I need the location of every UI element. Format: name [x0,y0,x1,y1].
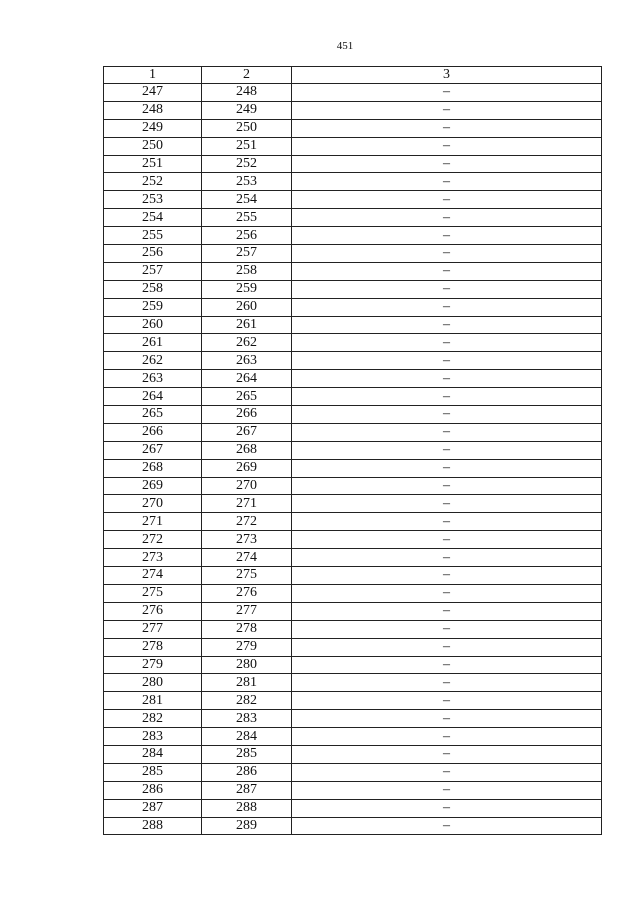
table-cell-col-3: – [292,280,602,298]
table-cell-col-3: – [292,781,602,799]
table-cell-col-2: 288 [202,799,292,817]
table-cell-col-3: – [292,567,602,585]
table-cell-col-1: 256 [104,245,202,263]
table-cell-col-2: 283 [202,710,292,728]
table-cell-col-1: 279 [104,656,202,674]
table-cell-col-3: – [292,620,602,638]
table-cell-col-2: 273 [202,531,292,549]
table-cell-col-1: 259 [104,298,202,316]
table-cell-col-2: 282 [202,692,292,710]
table-cell-col-2: 266 [202,406,292,424]
table-cell-col-1: 258 [104,280,202,298]
table-cell-col-1: 250 [104,137,202,155]
table-cell-col-3: – [292,692,602,710]
table-cell-col-3: – [292,352,602,370]
table-cell-col-2: 252 [202,155,292,173]
table-cell-col-3: – [292,101,602,119]
table-cell-col-2: 249 [202,101,292,119]
table-cell-col-2: 255 [202,209,292,227]
table-cell-col-1: 269 [104,477,202,495]
table-row [104,674,602,692]
table-cell-col-3: – [292,674,602,692]
table-cell-col-1: 261 [104,334,202,352]
table-cell-col-3: – [292,728,602,746]
table-cell-col-2: 261 [202,316,292,334]
table-cell-col-2: 287 [202,781,292,799]
table-row [104,245,602,263]
table-row [104,209,602,227]
table-cell-col-3: – [292,155,602,173]
table-cell-col-2: 258 [202,262,292,280]
table-row [104,406,602,424]
table-cell-col-2: 254 [202,191,292,209]
table-row [104,817,602,835]
table-cell-col-1: 278 [104,638,202,656]
table-cell-col-3: – [292,638,602,656]
table-cell-col-1: 286 [104,781,202,799]
table-cell-col-2: 275 [202,567,292,585]
table-cell-col-1: 263 [104,370,202,388]
table-row [104,620,602,638]
table-cell-col-1: 253 [104,191,202,209]
table-cell-col-3: – [292,584,602,602]
table-cell-col-1: 276 [104,602,202,620]
table-cell-col-3: – [292,84,602,102]
table-cell-col-3: – [292,602,602,620]
table-row [104,334,602,352]
table-cell-col-3: – [292,298,602,316]
table-row [104,370,602,388]
table-cell-col-1: 287 [104,799,202,817]
table-cell-col-2: 262 [202,334,292,352]
table-cell-col-1: 266 [104,423,202,441]
table-cell-col-3: – [292,262,602,280]
table-row [104,262,602,280]
table-cell-col-1: 254 [104,209,202,227]
table-cell-col-1: 264 [104,388,202,406]
table-cell-col-3: – [292,459,602,477]
table-cell-col-2: 276 [202,584,292,602]
table-cell-col-3: – [292,423,602,441]
table-cell-col-3: – [292,799,602,817]
table-row [104,84,602,102]
table-cell-col-2: 281 [202,674,292,692]
table-cell-col-2: 271 [202,495,292,513]
table-cell-col-3: – [292,710,602,728]
table-header-row [104,67,602,84]
table-cell-col-3: – [292,406,602,424]
table-cell-col-2: 248 [202,84,292,102]
table-cell-col-3: – [292,817,602,835]
table-row [104,477,602,495]
table-row [104,227,602,245]
table-cell-col-3: – [292,191,602,209]
table-row [104,388,602,406]
table-cell-col-1: 271 [104,513,202,531]
table-body [104,84,602,835]
table-cell-col-1: 247 [104,84,202,102]
table-cell-col-2: 278 [202,620,292,638]
table-cell-col-3: – [292,334,602,352]
table-cell-col-3: – [292,245,602,263]
data-table [103,66,602,835]
table-cell-col-2: 279 [202,638,292,656]
table-row [104,763,602,781]
table-cell-col-2: 286 [202,763,292,781]
table-cell-col-2: 270 [202,477,292,495]
table-cell-col-1: 248 [104,101,202,119]
table-cell-col-1: 281 [104,692,202,710]
table-cell-col-2: 259 [202,280,292,298]
column-header-3: 3 [292,67,602,84]
table-cell-col-3: – [292,477,602,495]
table-cell-col-2: 268 [202,441,292,459]
table-cell-col-1: 260 [104,316,202,334]
table-row [104,728,602,746]
table-row [104,459,602,477]
table-cell-col-2: 251 [202,137,292,155]
table-row [104,155,602,173]
table-cell-col-2: 269 [202,459,292,477]
table-row [104,119,602,137]
table-cell-col-2: 253 [202,173,292,191]
table-cell-col-3: – [292,763,602,781]
table-cell-col-2: 289 [202,817,292,835]
table-cell-col-1: 277 [104,620,202,638]
table-cell-col-1: 270 [104,495,202,513]
table-row [104,692,602,710]
table-row [104,656,602,674]
table-row [104,638,602,656]
table-cell-col-1: 274 [104,567,202,585]
table-cell-col-3: – [292,531,602,549]
table-row [104,567,602,585]
table-cell-col-2: 250 [202,119,292,137]
table-cell-col-2: 285 [202,745,292,763]
table-cell-col-3: – [292,316,602,334]
table-cell-col-2: 256 [202,227,292,245]
table-cell-col-3: – [292,370,602,388]
table-cell-col-1: 251 [104,155,202,173]
table-cell-col-3: – [292,173,602,191]
table-cell-col-1: 257 [104,262,202,280]
table-cell-col-1: 285 [104,763,202,781]
table-cell-col-2: 284 [202,728,292,746]
table-cell-col-3: – [292,745,602,763]
table-cell-col-3: – [292,513,602,531]
table-cell-col-2: 277 [202,602,292,620]
table-cell-col-3: – [292,137,602,155]
table-cell-col-3: – [292,209,602,227]
table-cell-col-1: 265 [104,406,202,424]
table-cell-col-1: 273 [104,549,202,567]
table-row [104,173,602,191]
table-cell-col-3: – [292,495,602,513]
table-row [104,584,602,602]
table-cell-col-1: 275 [104,584,202,602]
table-cell-col-3: – [292,656,602,674]
table-row [104,191,602,209]
table-cell-col-1: 252 [104,173,202,191]
table-row [104,549,602,567]
table-cell-col-1: 280 [104,674,202,692]
table-row [104,423,602,441]
table-row [104,137,602,155]
table-cell-col-1: 262 [104,352,202,370]
table-cell-col-1: 268 [104,459,202,477]
table-cell-col-1: 249 [104,119,202,137]
column-header-2: 2 [202,67,292,84]
table-cell-col-1: 288 [104,817,202,835]
table-cell-col-2: 263 [202,352,292,370]
table-row [104,495,602,513]
table-cell-col-2: 264 [202,370,292,388]
table-cell-col-3: – [292,441,602,459]
table-cell-col-1: 267 [104,441,202,459]
table-row [104,316,602,334]
column-header-1: 1 [104,67,202,84]
table-row [104,441,602,459]
table-row [104,602,602,620]
table-cell-col-3: – [292,388,602,406]
table-row [104,280,602,298]
table-cell-col-2: 260 [202,298,292,316]
table-cell-col-1: 284 [104,745,202,763]
table-row [104,710,602,728]
table-row [104,298,602,316]
table-cell-col-1: 282 [104,710,202,728]
table-row [104,101,602,119]
table-cell-col-2: 280 [202,656,292,674]
table-cell-col-1: 283 [104,728,202,746]
table-cell-col-1: 272 [104,531,202,549]
table-cell-col-2: 265 [202,388,292,406]
table-row [104,531,602,549]
table-row [104,352,602,370]
table-cell-col-1: 255 [104,227,202,245]
table-cell-col-3: – [292,227,602,245]
table-row [104,799,602,817]
table-cell-col-3: – [292,119,602,137]
table-row [104,513,602,531]
table-cell-col-2: 257 [202,245,292,263]
table-cell-col-2: 272 [202,513,292,531]
page-number: 451 [336,40,354,52]
table-cell-col-2: 267 [202,423,292,441]
table-cell-col-2: 274 [202,549,292,567]
table-row [104,781,602,799]
table-cell-col-3: – [292,549,602,567]
table-row [104,745,602,763]
